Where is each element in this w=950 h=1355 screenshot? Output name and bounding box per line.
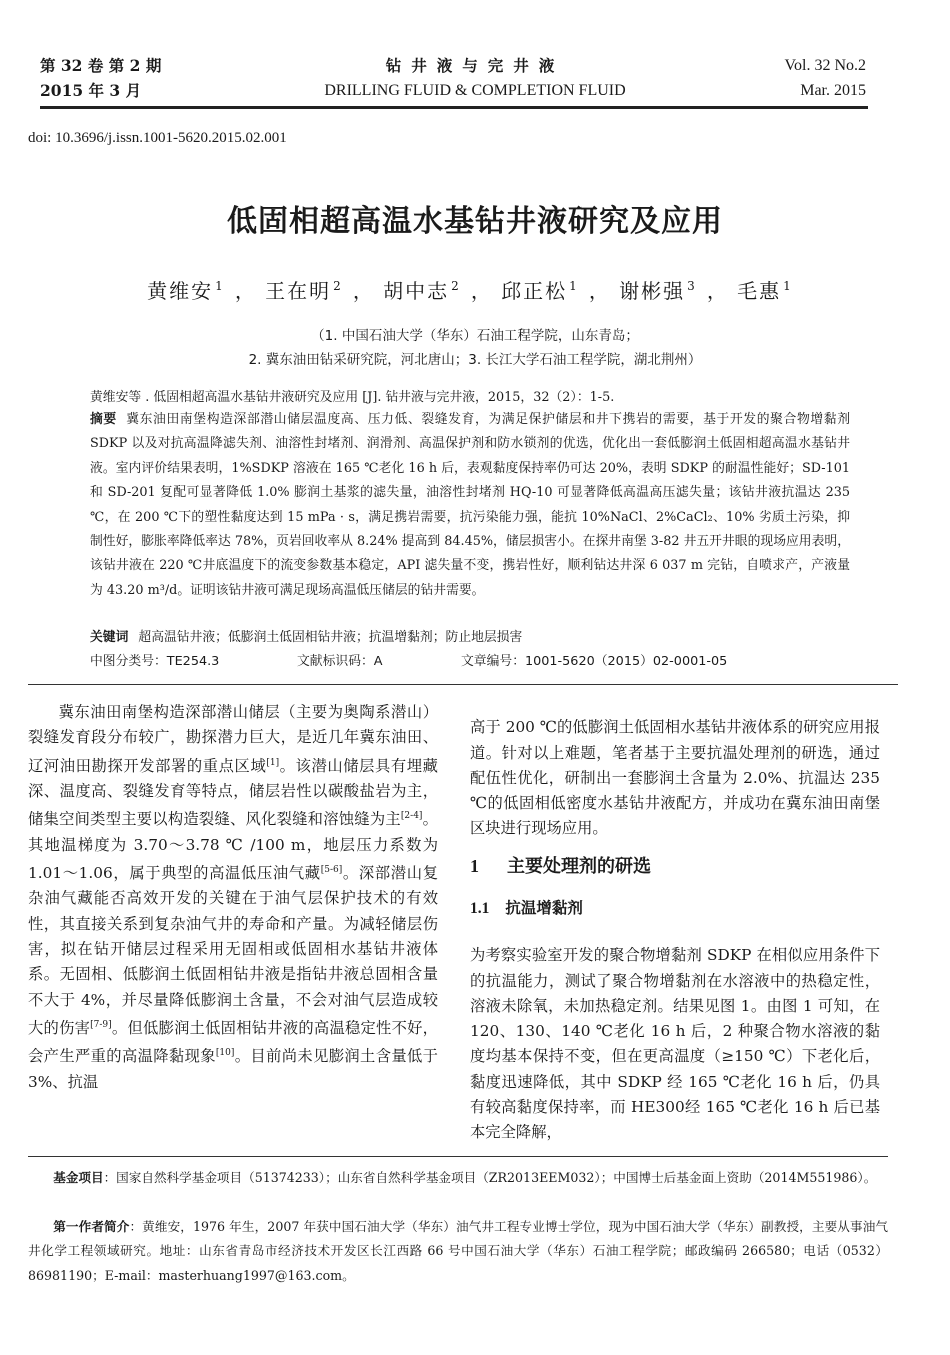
- header-rule: [40, 106, 868, 109]
- keywords-label: 关键词: [90, 630, 129, 645]
- body-paragraph: [28, 700, 438, 1095]
- journal-volume-issue-en: Vol. 32 No.2: [784, 57, 866, 74]
- author-name: 邱正松: [501, 279, 568, 303]
- affiliation-line: （1. 中国石油大学（华东）石油工程学院，山东青岛；: [311, 328, 639, 344]
- section-number: 1: [470, 856, 479, 876]
- author-name: 黄维安: [147, 279, 214, 303]
- journal-date-en: Mar. 2015: [800, 82, 866, 99]
- citation: 黄维安等 . 低固相超高温水基钻井液研究及应用 [J]. 钻井液与完井液，2015，32（2）：1-5.: [90, 390, 615, 405]
- author-affiliation-mark: 2: [451, 279, 459, 294]
- article-number: 文章编号：1001-5620（2015）02-0001-05: [461, 654, 728, 669]
- author-affiliation-mark: 1: [783, 279, 791, 294]
- body-right-column-top: [470, 700, 880, 857]
- journal-volume-issue: 第 32 卷 第 2 期: [40, 56, 162, 75]
- author-affiliation-mark: 2: [333, 279, 341, 294]
- paper-title: 低固相超高温水基钻井液研究及应用: [227, 204, 723, 239]
- subsection-number: 1.1: [470, 900, 490, 917]
- author-list: 黄维安 $^1$ ， 王在明 $^2$ ， 胡中志 $^2$ ， 邱正松 $^1$ ， 谢彬强 $^3$ ， 毛惠 $^1$: [147, 279, 791, 303]
- subsection-heading: [470, 896, 583, 918]
- document-code: 文献标识码：A: [297, 654, 383, 669]
- body-left-column: [28, 700, 438, 1095]
- body-paragraph: 为考察实验室开发的聚合物增黏剂 SDKP 在相似应用条件下的抗温能力，测试了聚合物增黏剂在水溶液中的热稳定性，溶液未除氧，未加热稳定剂。结果见图 1。由图 1 可知，在 120、130、140 ℃老化 16 h 后，2 种聚合物水溶液的黏度均基本保持不变，但在更高温度（≥150 ℃）下老化后，黏度迅速降低，其中 SDKP 经 165 ℃老化 16 h 后，仍具有较高黏度保持率，而 HE300经 165 ℃老化 16 h 后已基本完全降解，: [470, 946, 880, 1142]
- author-footnote: [28, 1215, 888, 1288]
- body-paragraph: 高于 200 ℃的低膨润土低固相水基钻井液体系的研究应用报道。针对以上难题，笔者基于主要抗温处理剂的研选，通过配伍性优化，研制出一套膨润土含量为 2.0%、抗温达 235 ℃的低固相低密度水基钻井液配方，并成功在冀东油田南堡区块进行现场应用。: [470, 718, 880, 838]
- author-name: 王在明: [265, 279, 332, 303]
- affiliation-line: 2. 冀东油田钻采研究院，河北唐山；3. 长江大学石油工程学院，湖北荆州）: [248, 352, 702, 368]
- fund-text: ：国家自然科学基金项目（51374233）；山东省自然科学基金项目（ZR2013EEM032）；中国博士后基金面上资助（2014M551986）。: [103, 1170, 877, 1185]
- doi: doi: 10.3696/j.issn.1001-5620.2015.02.001: [28, 130, 287, 146]
- author-name: 毛惠: [737, 279, 782, 303]
- body-right-column-bottom: [470, 928, 880, 1161]
- reference-mark: [5-6]: [320, 864, 343, 875]
- abstract: [90, 408, 850, 603]
- footnote-divider: [28, 1156, 888, 1157]
- body-text: 。目前尚未见膨润土含量低于 3%、抗温: [28, 1047, 438, 1091]
- body-text: 冀东油田南堡构造深部潜山储层（主要为奥陶系潜山）裂缝发育段分布较广，勘探潜力巨大，是近几年冀东油田、辽河油田勘探开发部署的重点区域: [28, 703, 438, 775]
- body-text: 。其地温梯度为 3.70～3.78 ℃ /100 m，地层压力系数为 1.01～1.06，属于典型的高温低压油气藏: [28, 810, 438, 883]
- section-title: 主要处理剂的研选: [507, 856, 651, 877]
- author-name: 胡中志: [383, 279, 450, 303]
- body-text: 。但低膨润土低固相钻井液的高温稳定性不好，会产生严重的高温降黏现象: [28, 1018, 438, 1066]
- author-affiliation-mark: 1: [569, 279, 577, 294]
- keywords-text: 超高温钻井液；低膨润土低固相钻井液；抗温增黏剂；防止地层损害: [138, 630, 523, 645]
- author-name: 谢彬强: [619, 279, 686, 303]
- subsection-title: 抗温增黏剂: [505, 898, 583, 917]
- journal-name-cn: 钻井液与完井液: [385, 56, 565, 75]
- abstract-text: 冀东油田南堡构造深部潜山储层温度高、压力低、裂缝发育，为满足保护储层和井下携岩的需要，基于开发的聚合物增黏剂 SDKP 以及对抗高温降滤失剂、油溶性封堵剂、润滑剂、高温保护剂和防水锁剂的优选，优化出一套低膨润土低固相超高温水基钻井液。室内评价结果表明，1%SDKP 溶液在 165 ℃老化 16 h 后，表观黏度保持率仍可达 20%，表明 SDKP 的耐温性能好；SD-101 和 SD-201 复配可显著降低 1.0% 膨润土基浆的滤失量，油溶性封堵剂 HQ-10 可显著降低高温高压滤失量；该钻井液抗温达 235 ℃，在 200 ℃下的塑性黏度达到 15 mPa · s，满足携岩需要，抗污染能力强，能抗 10%NaCl、2%CaCl₂、10% 劣质土污染，抑制性好，膨胀率降低率达 78%，页岩回收率从 8.24% 提高到 84.45%，储层损害小。在探井南堡 3-82 井五开井眼的现场应用表明，该钻井液在 220 ℃井底温度下的流变参数基本稳定，API 滤失量不变，携岩性好，顺利钻达井深 6 037 m 完钻，自喷求产，产液量为 43.20 m³/d。证明该钻井液可满足现场高温低压储层的钻井需要。: [90, 412, 851, 598]
- author-bio-label: 第一作者简介: [53, 1219, 130, 1234]
- section-heading: [470, 852, 651, 878]
- journal-name-en: DRILLING FLUID & COMPLETION FLUID: [324, 82, 626, 99]
- reference-mark: [1]: [266, 757, 280, 768]
- author-bio-text: ：黄维安，1976 年生，2007 年获中国石油大学（华东）油气井工程专业博士学位，现为中国石油大学（华东）副教授，主要从事油气井化学工程领域研究。地址：山东省青岛市经济技术开发区长江西路 66 号中国石油大学（华东）石油工程学院；邮政编码 266580；电话（0532）86981190；E-mail：masterhuang1997@163.com。: [28, 1219, 889, 1283]
- author-affiliation-mark: 1: [215, 279, 223, 294]
- clc-number: 中图分类号：TE254.3: [90, 654, 220, 669]
- journal-date: 2015 年 3 月: [40, 81, 142, 100]
- fund-label: 基金项目: [53, 1170, 104, 1185]
- divider: [28, 684, 898, 685]
- reference-mark: [2-4]: [400, 811, 423, 822]
- abstract-label: 摘要: [90, 412, 117, 427]
- body-text: 。深部潜山复杂油气藏能否高效开发的关键在于油气层保护技术的有效性，其直接关系到复杂油气井的寿命和产量。为减轻储层伤害，拟在钻开储层过程采用无固相或低固相水基钻井液体系。无固相、低膨润土低固相钻井液是指钻井液总固相含量不大于 4%，并尽量降低膨润土含量，不会对油气层造成较大的伤害: [28, 864, 438, 1037]
- author-affiliation-mark: 3: [687, 279, 695, 294]
- body-text: 。该潜山储层具有埋藏深、温度高、裂缝发育等特点，储层岩性以碳酸盐岩为主，储集空间类型主要以构造裂缝、风化裂缝和溶蚀缝为主: [28, 756, 438, 829]
- reference-mark: [10]: [215, 1048, 235, 1059]
- keywords: [90, 626, 522, 645]
- reference-mark: [7-9]: [90, 1019, 112, 1030]
- fund-footnote: [28, 1166, 888, 1190]
